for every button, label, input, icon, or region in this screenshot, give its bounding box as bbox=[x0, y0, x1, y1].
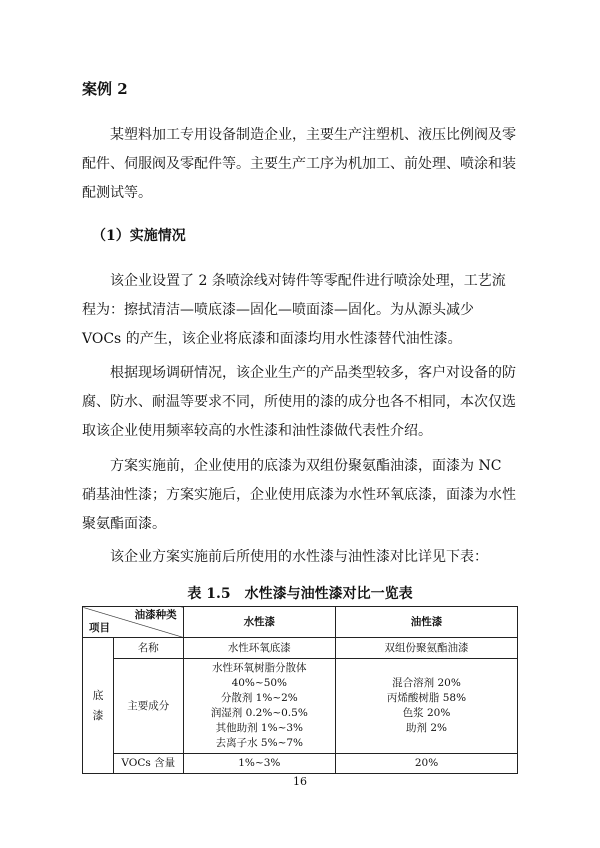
corner-label-paint-type: 油漆种类 bbox=[134, 609, 177, 621]
page-number: 16 bbox=[293, 775, 307, 788]
table-row bbox=[83, 638, 518, 659]
section-heading: （1）实施情况 bbox=[92, 228, 186, 244]
cell-water-components: 水性环氧树脂分散体 40%~50% 分散剂 1%~2% 润湿剂 0.2%~0.5% 其他助剂 1%~3% 去离子水 5%~7% bbox=[183, 659, 335, 754]
table-caption: 表 1.5 水性漆与油性漆对比一览表 bbox=[187, 586, 413, 602]
cell-oil-vocs: 20% bbox=[336, 754, 518, 774]
cell-water-name: 水性环氧底漆 bbox=[183, 638, 335, 659]
paragraph-table-intro: 该企业方案实施前后所使用的水性漆与油性漆对比详见下表： bbox=[110, 549, 488, 565]
paragraph-survey: 根据现场调研情况，该企业生产的产品类型较多，客户对设备的防腐、防水、耐温等要求不同，所使用的漆的成分也各不相同，本次仅选取该企业使用频率较高的水性漆和油性漆做代表性介绍。 bbox=[82, 365, 516, 439]
cell-water-vocs: 1%~3% bbox=[183, 754, 335, 774]
case-heading: 案例 2 bbox=[82, 80, 128, 98]
table-row bbox=[83, 754, 518, 774]
column-header-oil: 油性漆 bbox=[336, 607, 518, 638]
cell-oil-name: 双组份聚氨酯油漆 bbox=[336, 638, 518, 659]
row-label-components: 主要成分 bbox=[113, 659, 183, 754]
row-label-name: 名称 bbox=[113, 638, 183, 659]
table-corner-cell bbox=[83, 607, 184, 638]
table-header-row bbox=[83, 607, 518, 638]
table-row bbox=[83, 659, 518, 754]
intro-paragraph: 某塑料加工专用设备制造企业，主要生产注塑机、液压比例阀及零配件、伺服阀及零配件等。主要生产工序为机加工、前处理、喷涂和装配测试等。 bbox=[82, 127, 516, 201]
comparison-table bbox=[82, 606, 518, 774]
corner-label-item: 项目 bbox=[89, 622, 110, 634]
paragraph-process: 该企业设置了 2 条喷涂线对铸件等零配件进行喷涂处理，工艺流程为：擦拭清洁—喷底漆—固化—喷面漆—固化。为从源头减少 VOCs 的产生，该企业将底漆和面漆均用水性漆替代油性漆。 bbox=[82, 273, 506, 347]
column-header-water: 水性漆 bbox=[183, 607, 335, 638]
group-label-primer: 底 漆 bbox=[83, 638, 114, 774]
row-label-vocs: VOCs 含量 bbox=[113, 754, 183, 774]
paragraph-before-after: 方案实施前，企业使用的底漆为双组份聚氨酯油漆，面漆为 NC 硝基油性漆；方案实施后，企业使用底漆为水性环氧底漆，面漆为水性聚氨酯面漆。 bbox=[82, 458, 516, 532]
cell-oil-components: 混合溶剂 20% 丙烯酸树脂 58% 色浆 20% 助剂 2% bbox=[336, 659, 518, 754]
